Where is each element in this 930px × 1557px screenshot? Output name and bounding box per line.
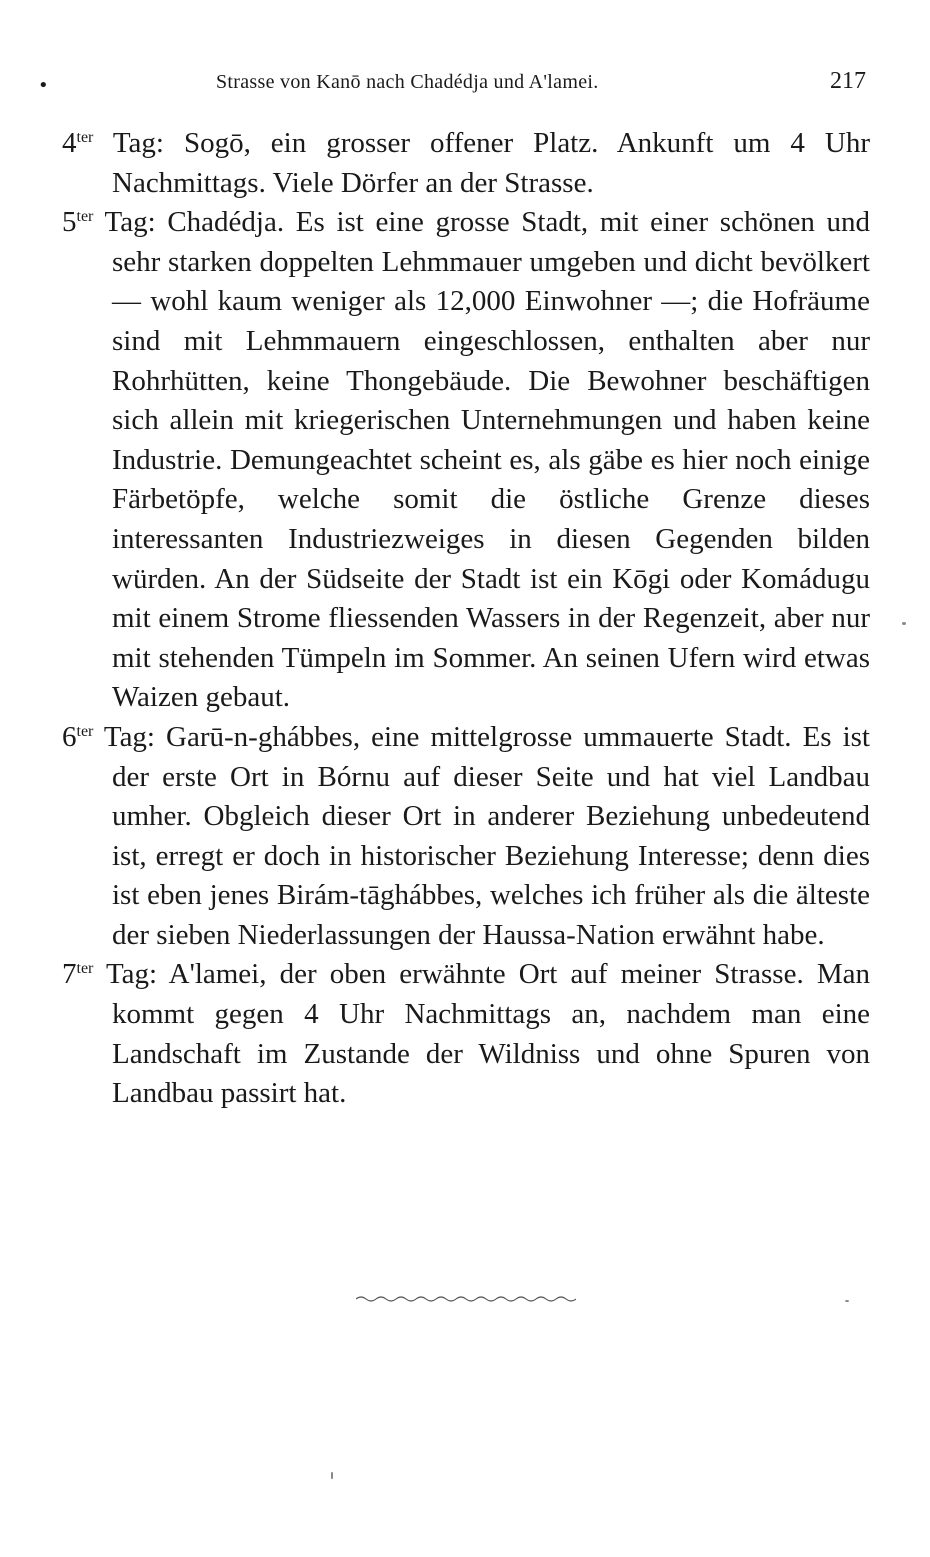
page-number: 217 (830, 68, 866, 94)
running-header (0, 66, 930, 98)
entry-text: A'lamei, der oben erwähnte Ort auf meiner Strasse. Man kommt gegen 4 Uhr Nachmittags an, nachdem man eine Landschaft im Zustande der Wildniss und ohne Spuren von Landbau passirt hat. (112, 958, 870, 1110)
margin-speck (902, 622, 906, 625)
entry-day-7 (62, 955, 870, 1113)
day-label (62, 958, 157, 990)
entry-day-5 (62, 203, 870, 718)
entry-text: Sogō, ein grosser offener Platz. Ankunft um 4 Uhr Nachmittags. Viele Dörfer an der Strasse. (112, 127, 870, 199)
section-end-ornament (356, 1292, 576, 1304)
body-text (62, 124, 870, 1114)
day-suffix: ter (76, 129, 94, 146)
day-label (62, 127, 164, 159)
day-suffix: ter (76, 960, 94, 978)
day-suffix: ter (76, 722, 94, 740)
day-word: Tag: (103, 720, 155, 753)
day-label (62, 721, 155, 753)
day-word: Tag: (112, 127, 164, 159)
day-number: 7 (62, 958, 77, 991)
entry-text: Chadédja. Es ist eine grosse Stadt, mit einer schönen und sehr starken doppelten Lehmmauer umgeben und dicht bevölkert — wohl kaum weniger als 12,000 Einwohner —; die Hofräume sind mit Lehmmauern eingeschlossen, enthalten aber nur Rohrhütten, keine Thongebäude. Die Bewohner beschäftigen sich allein mit kriegerischen Unternehmungen und haben keine Industrie. Demungeachtet scheint es, als gäbe es hier noch einige Färbetöpfe, welche somit die östliche Grenze dieses interessanten Industriezweiges in diesen Gegenden bilden würden. An der Südseite der Stadt ist ein Kōgi oder Komádugu mit einem Strome fliessenden Wassers in der Regenzeit, aber nur mit stehenden Tümpeln im Sommer. An seinen Ufern wird etwas Waizen gebaut. (112, 206, 871, 714)
header-dot: • (38, 75, 49, 96)
margin-speck (331, 1472, 333, 1479)
entry-day-6 (62, 718, 870, 956)
day-suffix: ter (76, 208, 94, 226)
margin-speck (845, 1300, 849, 1302)
day-number: 4 (62, 127, 77, 159)
day-number: 5 (62, 206, 77, 239)
day-word: Tag: (104, 206, 156, 239)
entry-day-4 (62, 124, 870, 203)
entry-text: Garū-n-ghábbes, eine mittelgrosse ummauerte Stadt. Es ist der erste Ort in Bórnu auf dieser Seite und hat viel Landbau umher. Obgleich dieser Ort in anderer Beziehung unbedeutend ist, erregt er doch in historischer Beziehung Interesse; denn dies ist eben jenes Birám-tāghábbes, welches ich früher als die älteste der sieben Niederlassungen der Haussa-Nation erwähnt habe. (112, 720, 870, 951)
day-word: Tag: (105, 958, 158, 991)
day-number: 6 (62, 720, 77, 753)
running-title: Strasse von Kanō nach Chadédja und A'lamei. (216, 71, 599, 93)
day-label (62, 206, 156, 238)
